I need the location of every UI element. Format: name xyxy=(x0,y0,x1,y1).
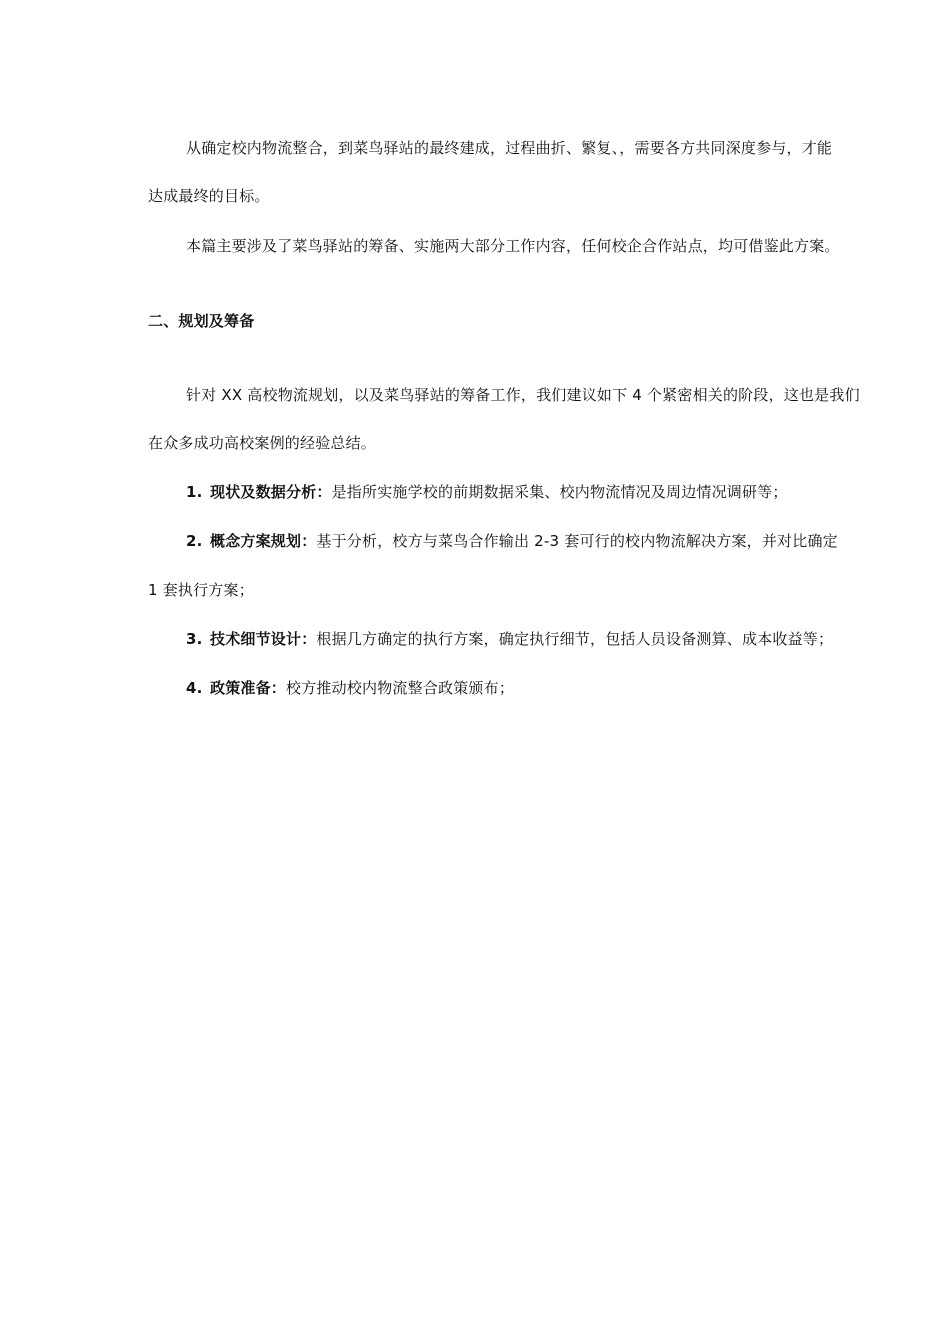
list-item-text: 校方推动校内物流整合政策颁布； xyxy=(286,679,515,697)
list-item-number: 3. xyxy=(186,630,203,648)
list-item-lead: 技术细节设计： xyxy=(210,630,317,648)
list-item-number: 4. xyxy=(186,679,203,697)
paragraph-intro-line-2: 达成最终的目标。 xyxy=(148,187,270,205)
list-item xyxy=(186,531,838,551)
paragraph-stages-line-2: 在众多成功高校案例的经验总结。 xyxy=(148,434,377,452)
list-item xyxy=(186,678,514,698)
paragraph-stages-line-1: 针对 XX 高校物流规划，以及菜鸟驿站的筹备工作，我们建议如下 4 个紧密相关的阶段，这也是我们 xyxy=(186,386,860,404)
list-item-lead: 政策准备： xyxy=(210,679,287,697)
list-item-continuation: 1 套执行方案； xyxy=(148,581,254,599)
list-item-text: 基于分析，校方与菜鸟合作输出 2-3 套可行的校内物流解决方案，并对比确定 xyxy=(316,532,838,550)
paragraph-intro-line-1: 从确定校内物流整合，到菜鸟驿站的最终建成，过程曲折、繁复、，需要各方共同深度参与，才能 xyxy=(186,139,833,157)
paragraph-scope: 本篇主要涉及了菜鸟驿站的筹备、实施两大部分工作内容，任何校企合作站点，均可借鉴此方案。 xyxy=(186,237,840,255)
list-item-text: 是指所实施学校的前期数据采集、校内物流情况及周边情况调研等； xyxy=(331,483,788,501)
list-item-number: 1. xyxy=(186,483,203,501)
section-heading: 二、规划及筹备 xyxy=(148,312,255,330)
list-item-text: 根据几方确定的执行方案，确定执行细节，包括人员设备测算、成本收益等； xyxy=(316,630,834,648)
list-item xyxy=(186,482,788,502)
list-item-lead: 现状及数据分析： xyxy=(210,483,332,501)
list-item-lead: 概念方案规划： xyxy=(210,532,317,550)
list-item-number: 2. xyxy=(186,532,203,550)
list-item xyxy=(186,629,833,649)
